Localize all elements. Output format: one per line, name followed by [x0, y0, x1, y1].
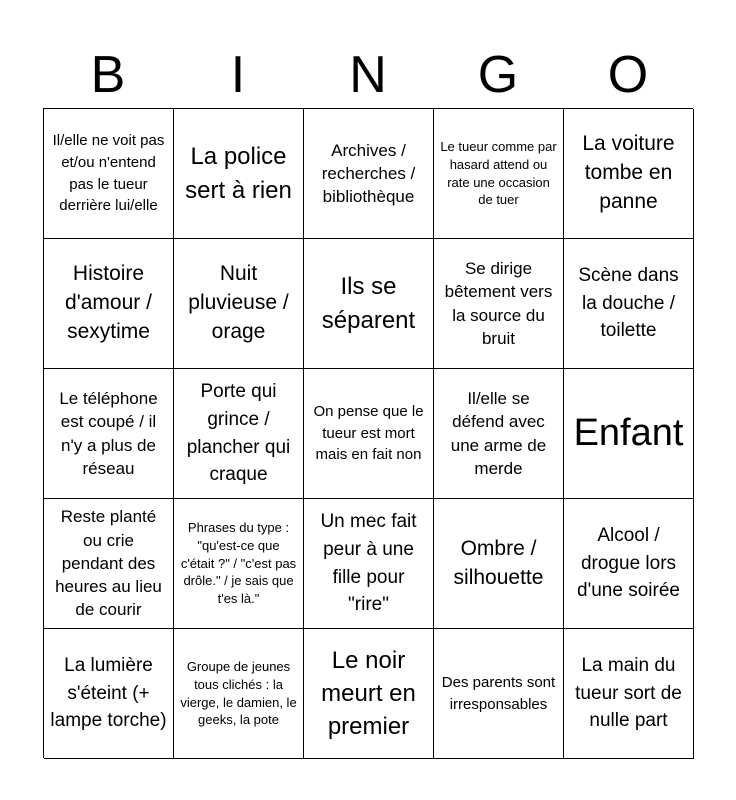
bingo-cell-r1-c1[interactable]: Il/elle ne voit pas et/ou n'entend pas le tueur derrière lui/elle — [44, 109, 174, 239]
header-letter-i: I — [230, 46, 246, 104]
bingo-cell-r5-c4[interactable]: Des parents sont irresponsables — [434, 629, 564, 759]
bingo-cell-r4-c2[interactable]: Phrases du type : "qu'est-ce que c'était ?" / "c'est pas drôle." / je sais que t'es là." — [174, 499, 304, 629]
bingo-cell-r2-c3[interactable]: Ils se séparent — [304, 239, 434, 369]
bingo-cell-r2-c2[interactable]: Nuit pluvieuse / orage — [174, 239, 304, 369]
bingo-cell-r1-c3[interactable]: Archives / recherches / bibliothèque — [304, 109, 434, 239]
bingo-cell-r1-c5[interactable]: La voiture tombe en panne — [564, 109, 694, 239]
bingo-cell-r4-c4[interactable]: Ombre / silhouette — [434, 499, 564, 629]
bingo-cell-r4-c3[interactable]: Un mec fait peur à une fille pour "rire" — [304, 499, 434, 629]
bingo-cell-r2-c5[interactable]: Scène dans la douche / toilette — [564, 239, 694, 369]
bingo-cell-r2-c1[interactable]: Histoire d'amour / sexytime — [44, 239, 174, 369]
bingo-header — [43, 42, 693, 108]
header-letter-g: G — [477, 46, 519, 104]
header-letter-o: O — [607, 46, 649, 104]
bingo-grid — [43, 108, 693, 758]
bingo-cell-r1-c4[interactable]: Le tueur comme par hasard attend ou rate une occasion de tuer — [434, 109, 564, 239]
bingo-cell-r5-c3[interactable]: Le noir meurt en premier — [304, 629, 434, 759]
bingo-cell-r4-c1[interactable]: Reste planté ou crie pendant des heures au lieu de courir — [44, 499, 174, 629]
bingo-cell-r5-c2[interactable]: Groupe de jeunes tous clichés : la vierge, le damien, le geeks, la pote — [174, 629, 304, 759]
bingo-cell-r3-c2[interactable]: Porte qui grince / plancher qui craque — [174, 369, 304, 499]
bingo-cell-r1-c2[interactable]: La police sert à rien — [174, 109, 304, 239]
bingo-cell-r5-c5[interactable]: La main du tueur sort de nulle part — [564, 629, 694, 759]
bingo-cell-r3-c5[interactable]: Enfant — [564, 369, 694, 499]
bingo-cell-r3-c1[interactable]: Le téléphone est coupé / il n'y a plus de réseau — [44, 369, 174, 499]
bingo-cell-r3-c3[interactable]: On pense que le tueur est mort mais en fait non — [304, 369, 434, 499]
header-letter-n: N — [349, 46, 387, 104]
bingo-cell-r4-c5[interactable]: Alcool / drogue lors d'une soirée — [564, 499, 694, 629]
header-letter-b: B — [90, 46, 126, 104]
bingo-cell-r3-c4[interactable]: Il/elle se défend avec une arme de merde — [434, 369, 564, 499]
bingo-cell-r2-c4[interactable]: Se dirige bêtement vers la source du bruit — [434, 239, 564, 369]
bingo-cell-r5-c1[interactable]: La lumière s'éteint (+ lampe torche) — [44, 629, 174, 759]
